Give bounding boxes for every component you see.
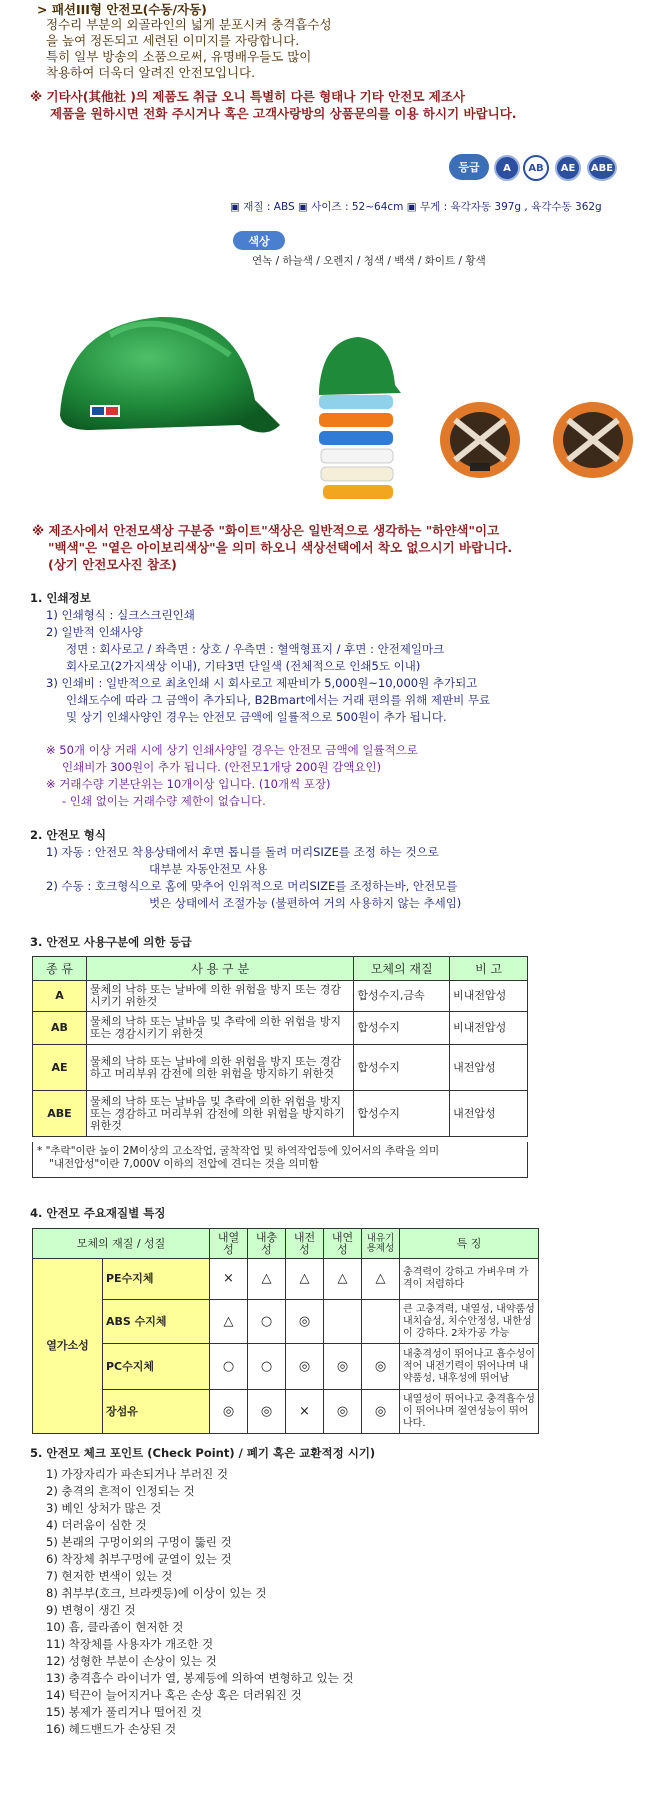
- feature-cell: 충격력이 강하고 가벼우며 가격이 저렴하다: [400, 1259, 539, 1300]
- material-table-header: 내연성: [324, 1229, 362, 1259]
- list-item: 5) 본래의 구멍이외의 구멍이 뚫린 것: [46, 1535, 232, 1549]
- material-cell: 합성수지: [354, 1012, 450, 1045]
- manual-type-1: 2) 수동 : 호크형식으로 홈에 맞추어 인위적으로 머리SIZE를 조정하는바, 안전모를: [46, 879, 458, 893]
- grade-ae-badge: AE: [555, 155, 581, 181]
- print-spec-line-1: 정면 : 회사로고 / 좌측면 : 상호 / 우측면 : 혈액형표지 / 후면 : 안전제일마크: [66, 642, 445, 656]
- rating-cell: [362, 1300, 400, 1344]
- list-item: 14) 턱끈이 늘어지거나 혹은 손상 혹은 더러워진 것: [46, 1688, 302, 1702]
- table-row: [33, 1390, 539, 1434]
- rating-cell: ◎: [210, 1390, 248, 1434]
- material-table-header: 내충성: [248, 1229, 286, 1259]
- rating-cell: ◎: [324, 1390, 362, 1434]
- bulk-note-1: ※ 50개 이상 거래 시에 상기 인쇄사양일 경우는 안전모 금액에 일률적으로: [46, 743, 418, 757]
- grade-cell: AB: [33, 1012, 87, 1045]
- list-item: 13) 충격흡수 라이너가 열, 봉제등에 의하여 변형하고 있는 것: [46, 1671, 354, 1685]
- grade-cell: AE: [33, 1045, 87, 1091]
- print-cost-line-3: 및 상기 인쇄사양인 경우는 안전모 금액에 일률적으로 500원이 추가 됩니다.: [66, 710, 447, 724]
- section-2-title: 2. 안전모 형식: [30, 828, 106, 842]
- rating-cell: ×: [286, 1390, 324, 1434]
- table-row: [33, 1300, 539, 1344]
- list-item: 6) 착장체 취부구멍에 균열이 있는 것: [46, 1552, 232, 1566]
- rating-cell: ◎: [248, 1390, 286, 1434]
- note-cell: 비내전압성: [450, 1012, 528, 1045]
- check-point-list: [46, 1466, 354, 1738]
- print-spec-title: 2) 일반적 인쇄사양: [46, 625, 143, 639]
- print-type: 1) 인쇄형식 : 실크스크린인쇄: [46, 608, 195, 622]
- spec-line: ▣ 재질 : ABS ▣ 사이즈 : 52~64cm ▣ 무게 : 육각자동 397g , 육각수동 362g: [230, 201, 602, 213]
- table-row: [33, 981, 528, 1012]
- feature-cell: 내열성이 뛰어나고 충격흡수성이 뛰어나며 절연성능이 뛰어나다.: [400, 1390, 539, 1434]
- section-4-title: 4. 안전모 주요재질별 특징: [30, 1206, 166, 1220]
- bulk-note-2: 인쇄비가 300원이 추가 됩니다. (안전모1개당 200원 감액요인): [62, 760, 382, 774]
- description-line: 착용하여 더욱더 알려진 안전모입니다.: [46, 65, 256, 80]
- rating-cell: ◎: [324, 1344, 362, 1390]
- grade-ab-badge: AB: [523, 155, 549, 181]
- description-line: 특히 일부 방송의 소품으로써, 유명배우들도 많이: [46, 49, 312, 64]
- list-item: 1) 가장자리가 파손되거나 부러진 것: [46, 1467, 228, 1481]
- list-item: 16) 헤드밴드가 손상된 것: [46, 1722, 177, 1736]
- material-table-header: 내유기용제성: [362, 1229, 400, 1259]
- rating-cell: △: [210, 1300, 248, 1344]
- stacked-helmets-image: [313, 335, 403, 505]
- auto-type-2: 대부분 자동안전모 사용: [149, 862, 268, 876]
- material-cell: 합성수지,금속: [354, 981, 450, 1012]
- helmet-inside-auto-image: [435, 395, 525, 485]
- use-cell: 물체의 낙하 또는 날바음 및 추락에 의한 위험을 방지 또는 경감시키기 위한것: [86, 1012, 353, 1045]
- color-notice-2: "백색"은 "옅은 아이보리색상"을 의미 하오니 색상선택에서 착오 없으시기 바랍니다.: [48, 540, 513, 555]
- note-cell: 내전압성: [450, 1045, 528, 1091]
- rating-cell: ◎: [362, 1344, 400, 1390]
- description-line: 정수리 부분의 외골라인의 넓게 분포시켜 충격흡수성: [46, 17, 332, 32]
- section-1-title: 1. 인쇄정보: [30, 591, 91, 605]
- table-row: [33, 1012, 528, 1045]
- product-title: > 패션III형 안전모(수동/자동): [37, 2, 207, 17]
- rating-cell: △: [324, 1259, 362, 1300]
- use-cell: 물체의 낙하 또는 날바음 및 추락에 의한 위험을 방지 또는 경감하고 머리부위 감전에 의한 위험을 방지하기 위한것: [86, 1091, 353, 1137]
- rating-cell: △: [286, 1259, 324, 1300]
- unit-note-1: ※ 거래수량 기본단위는 10개이상 입니다. (10개씩 포장): [46, 777, 331, 791]
- footnote-line: "내전압성"이란 7,000V 이하의 전압에 견디는 것을 의미함: [49, 1158, 319, 1170]
- color-label: 색상: [233, 231, 285, 250]
- material-table: [32, 1228, 539, 1434]
- grade-cell: ABE: [33, 1091, 87, 1137]
- rating-cell: △: [248, 1259, 286, 1300]
- color-notice-3: (상기 안전모사진 참조): [48, 557, 177, 572]
- print-spec-line-2: 회사로고(2가지색상 이내), 기타3면 단일색 (전체적으로 인쇄5도 이내): [66, 659, 421, 673]
- section-3-title: 3. 안전모 사용구분에 의한 등급: [30, 935, 192, 949]
- material-name-cell: PE수지체: [103, 1259, 210, 1300]
- rating-cell: ◎: [286, 1344, 324, 1390]
- grade-cell: A: [33, 981, 87, 1012]
- grade-table: [32, 956, 528, 1137]
- color-notice-1: ※ 제조사에서 안전모색상 구분중 "화이트"색상은 일반적으로 생각하는 "하얀색"이고: [32, 523, 500, 538]
- use-cell: 물체의 낙하 또는 날바에 의한 위험을 방지 또는 경감시키기 위한것: [86, 981, 353, 1012]
- list-item: 4) 더러움이 심한 것: [46, 1518, 147, 1532]
- rating-cell: △: [362, 1259, 400, 1300]
- green-helmet-image: [50, 305, 290, 455]
- feature-cell: 큰 고충격력, 내열성, 내약품성 내치습성, 치수안정성, 내한성이 강하다. 2차가공 가능: [400, 1300, 539, 1344]
- table-row: [33, 1045, 528, 1091]
- rating-cell: ×: [210, 1259, 248, 1300]
- list-item: 15) 봉제가 풀리거나 떨어진 것: [46, 1705, 202, 1719]
- rating-cell: ◎: [286, 1300, 324, 1344]
- list-item: 9) 변형이 생긴 것: [46, 1603, 136, 1617]
- table-row: [33, 1091, 528, 1137]
- unit-note-2: - 인쇄 없이는 거래수량 제한이 없습니다.: [62, 794, 266, 808]
- material-name-cell: PC수지체: [103, 1344, 210, 1390]
- feature-cell: 내충격성이 뛰어나고 흡수성이 적어 내전기력이 뛰어나며 내약품성, 내후성에 뛰어남: [400, 1344, 539, 1390]
- list-item: 2) 충격의 흔적이 인정되는 것: [46, 1484, 195, 1498]
- product-description: [46, 17, 332, 81]
- color-list: 연녹 / 하늘색 / 오렌지 / 청색 / 백색 / 화이트 / 황색: [252, 255, 486, 267]
- list-item: 11) 착장체를 사용자가 개조한 것: [46, 1637, 214, 1651]
- material-table-header: 모체의 재질 / 성질: [33, 1229, 210, 1259]
- other-maker-notice-2: 제품을 원하시면 전화 주시거나 혹은 고객사랑방의 상품문의를 이용 하시기 바랍니다.: [50, 106, 517, 121]
- grade-label: 등급: [449, 154, 489, 180]
- grade-table-header: 비 고: [450, 957, 528, 981]
- section-5-title: 5. 안전모 체크 포인트 (Check Point) / 폐기 혹은 교환적정 시기): [30, 1446, 376, 1460]
- material-cell: 합성수지: [354, 1091, 450, 1137]
- material-table-header: 내열성: [210, 1229, 248, 1259]
- helmet-inside-manual-image: [548, 395, 638, 485]
- grade-table-header: 모체의 재질: [354, 957, 450, 981]
- list-item: 10) 흠, 클라좀이 현저한 것: [46, 1620, 184, 1634]
- description-line: 을 높여 정돈되고 세련된 이미지를 자랑합니다.: [46, 33, 300, 48]
- list-item: 3) 베인 상처가 많은 것: [46, 1501, 162, 1515]
- material-table-header: 내전성: [286, 1229, 324, 1259]
- material-name-cell: 장섬유: [103, 1390, 210, 1434]
- print-cost-line-1: 3) 인쇄비 : 일반적으로 최초인쇄 시 회사로고 제판비가 5,000원~10,000원 추가되고: [46, 676, 478, 690]
- grade-table-header: 종 류: [33, 957, 87, 981]
- note-cell: 내전압성: [450, 1091, 528, 1137]
- material-cell: 합성수지: [354, 1045, 450, 1091]
- grade-table-footnote: [32, 1142, 528, 1178]
- rating-cell: ◎: [362, 1390, 400, 1434]
- thermoplastic-group-cell: 열가소성: [33, 1259, 103, 1434]
- list-item: 7) 현저한 변색이 있는 것: [46, 1569, 173, 1583]
- material-table-header: 특 징: [400, 1229, 539, 1259]
- grade-table-header: 사 용 구 분: [86, 957, 353, 981]
- table-row: [33, 1344, 539, 1390]
- rating-cell: ○: [248, 1344, 286, 1390]
- list-item: 8) 취부부(호크, 브라켓등)에 이상이 있는 것: [46, 1586, 267, 1600]
- rating-cell: ○: [248, 1300, 286, 1344]
- material-name-cell: ABS 수지체: [103, 1300, 210, 1344]
- footnote-line: * "추락"이란 높이 2M이상의 고소작업, 굴착작업 및 하역작업등에 있어서의 추락을 의미: [37, 1145, 440, 1157]
- list-item: 12) 성형한 부분이 손상이 있는 것: [46, 1654, 217, 1668]
- note-cell: 비내전압성: [450, 981, 528, 1012]
- grade-a-badge: A: [494, 155, 520, 181]
- grade-abe-badge: ABE: [587, 155, 617, 181]
- auto-type-1: 1) 자동 : 안전모 착용상태에서 후면 톱니를 돌려 머리SIZE를 조정 하는 것으로: [46, 845, 439, 859]
- rating-cell: [324, 1300, 362, 1344]
- manual-type-2: 벗은 상태에서 조절가능 (불편하여 거의 사용하지 않는 추세임): [149, 896, 462, 910]
- other-maker-notice-1: ※ 기타사(其他社 )의 제품도 취급 오니 특별히 다른 형태나 기타 안전모 제조사: [30, 89, 465, 104]
- rating-cell: ○: [210, 1344, 248, 1390]
- table-row: [33, 1259, 539, 1300]
- use-cell: 물체의 낙하 또는 날바에 의한 위험을 방지 또는 경감하고 머리부위 감전에 의한 위험을 방지하기 위한것: [86, 1045, 353, 1091]
- print-cost-line-2: 인쇄도수에 따라 그 금액이 추가되나, B2Bmart에서는 거래 편의를 위해 제판비 무료: [66, 693, 491, 707]
